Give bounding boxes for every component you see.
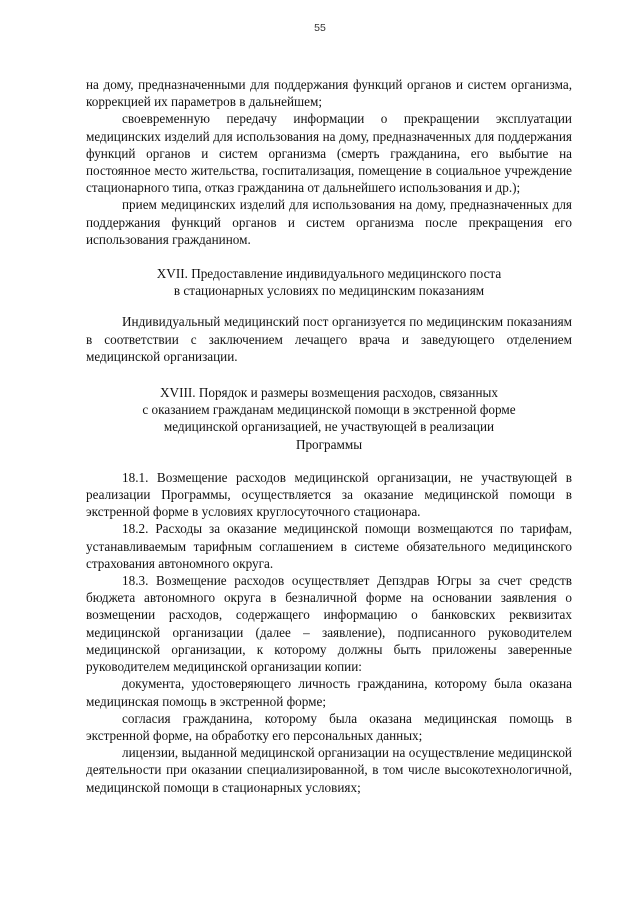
paragraph-18-1: 18.1. Возмещение расходов медицинской организации, не участвующей в реализации Программы, осуществляется за оказание медицинской помощи в экстренной форме в условиях круглосуточного стационара. xyxy=(86,469,572,520)
section-17-heading-line-2: в стационарных условиях по медицинским показаниям xyxy=(173,283,485,299)
paragraph-receive-devices: прием медицинских изделий для использования на дому, предназначенных для поддержания функций органов и систем организма после прекращения его использования гражданином. xyxy=(86,197,572,247)
document-body xyxy=(86,76,572,796)
paragraph-transfer-info: своевременную передачу информации о прекращении эксплуатации медицинских изделий для использования на дому, предназначенных для поддержания функций органов и систем организма (смерть гражданина, его выбытие на постоянное место жительства, госпитализация, помещение в социальное учреждение стационарного типа, отказ гражданина от дальнейшего использования и др.); xyxy=(86,111,572,196)
page-number: 55 xyxy=(314,22,326,34)
section-17-heading-line-1: XVII. Предоставление индивидуального медицинского поста xyxy=(156,266,502,282)
section-18-heading-line-3: медицинской организацией, не участвующей в реализации xyxy=(163,419,495,435)
paragraph-18-3: 18.3. Возмещение расходов осуществляет Депздрав Югры за счет средств бюджета автономного округа в безналичной форме на основании заявления о возмещении расходов, содержащего информацию о банковских реквизитах медицинской организации (далее – заявление), подписанного руководителем медицинской организации, к которому должны быть приложены заверенные руководителем медицинской организации копии: xyxy=(86,573,572,675)
paragraph-consent: согласия гражданина, которому была оказана медицинская помощь в экстренной форме, на обработку его персональных данных; xyxy=(86,710,572,743)
paragraph-continuation: на дому, предназначенными для поддержания функций органов и систем организма, коррекцией их параметров в дальнейшем; xyxy=(86,77,572,110)
section-18-heading-line-2: с оказанием гражданам медицинской помощи в экстренной форме xyxy=(142,402,516,418)
section-18-heading-line-1: XVIII. Порядок и размеры возмещения расходов, связанных xyxy=(160,385,498,401)
section-17-text: Индивидуальный медицинский пост организуется по медицинским показаниям в соответствии с заключением лечащего врача и заведующего отделением медицинской организации. xyxy=(86,314,572,364)
paragraph-18-2: 18.2. Расходы за оказание медицинской помощи возмещаются по тарифам, устанавливаемым тарифным соглашением в системе обязательного медицинского страхования автономного округа. xyxy=(86,521,572,571)
paragraph-identity-document: документа, удостоверяющего личность гражданина, которому была оказана медицинская помощь в экстренной форме; xyxy=(86,676,572,709)
section-18-heading-line-4: Программы xyxy=(295,436,363,452)
paragraph-license: лицензии, выданной медицинской организации на осуществление медицинской деятельности при оказании специализированной, в том числе высокотехнологичной, медицинской помощи в стационарных условиях; xyxy=(86,745,572,795)
